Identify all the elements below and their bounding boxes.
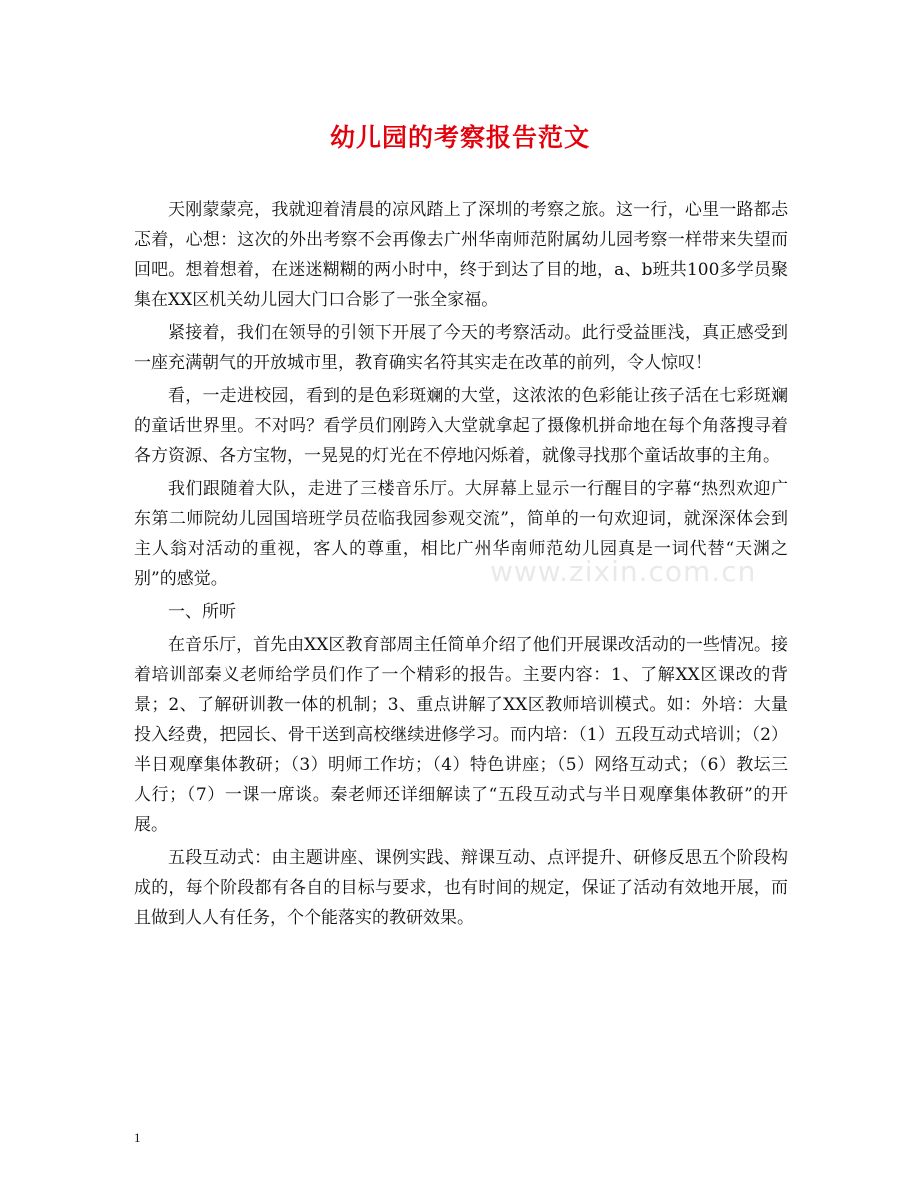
paragraph: 紧接着，我们在领导的引领下开展了今天的考察活动。此行受益匪浅，真正感受到一座充满朝气的开放城市里，教育确实名符其实走在改革的前列，令人惊叹！ [134,323,788,373]
paragraph: 在音乐厅，首先由XX区教育部周主任简单介绍了他们开展课改活动的一些情况。接着培训部秦义老师给学员们作了一个精彩的报告。主要内容：1、了解XX区课改的背景；2、了解研训教一体的机制；3、重点讲解了XX区教师培训模式。如：外培：大量投入经费，把园长、骨干送到高校继续进修学习。而内培：（1）五段互动式培训；（2）半日观摩集体教研；（3）明师工作坊；（4）特色讲座；（5）网络互动式；（6）教坛三人行；（7）一课一席谈。秦老师还详细解读了“五段互动式与半日观摩集体教研”的开展。 [134,635,788,835]
paragraph: 天刚蒙蒙亮，我就迎着清晨的凉风踏上了深圳的考察之旅。这一行，心里一路都忐忑着，心想：这次的外出考察不会再像去广州华南师范附属幼儿园考察一样带来失望而回吧。想着想着，在迷迷糊糊的两小时中，终于到达了目的地，a、b班共100多学员聚集在XX区机关幼儿园大门口合影了一张全家福。 [134,200,788,310]
section-heading: 一、所听 [168,602,236,622]
document-body [134,195,788,936]
paragraph: 我们跟随着大队，走进了三楼音乐厅。大屏幕上显示一行醒目的字幕“热烈欢迎广东第二师院幼儿园国培班学员莅临我园参观交流”，简单的一句欢迎词，就深深体会到主人翁对活动的重视，客人的尊重，相比广州华南师范幼儿园真是一词代替“天渊之别”的感觉。 [134,479,788,589]
watermark: www.zixin.com.cn [490,555,757,588]
paragraph: 看，一走进校园，看到的是色彩斑斓的大堂，这浓浓的色彩能让孩子活在七彩斑斓的童话世界里。不对吗？看学员们刚跨入大堂就拿起了摄像机拼命地在每个角落搜寻着各方资源、各方宝物，一晃晃的灯光在不停地闪烁着，就像寻找那个童话故事的主角。 [134,386,788,466]
paragraph: 五段互动式：由主题讲座、课例实践、辩课互动、点评提升、研修反思五个阶段构成的，每个阶段都有各自的目标与要求，也有时间的规定，保证了活动有效地开展，而且做到人人有任务，个个能落实的教研效果。 [134,848,788,928]
document-title: 幼儿园的考察报告范文 [329,123,590,152]
page-number: 1 [134,1130,141,1145]
